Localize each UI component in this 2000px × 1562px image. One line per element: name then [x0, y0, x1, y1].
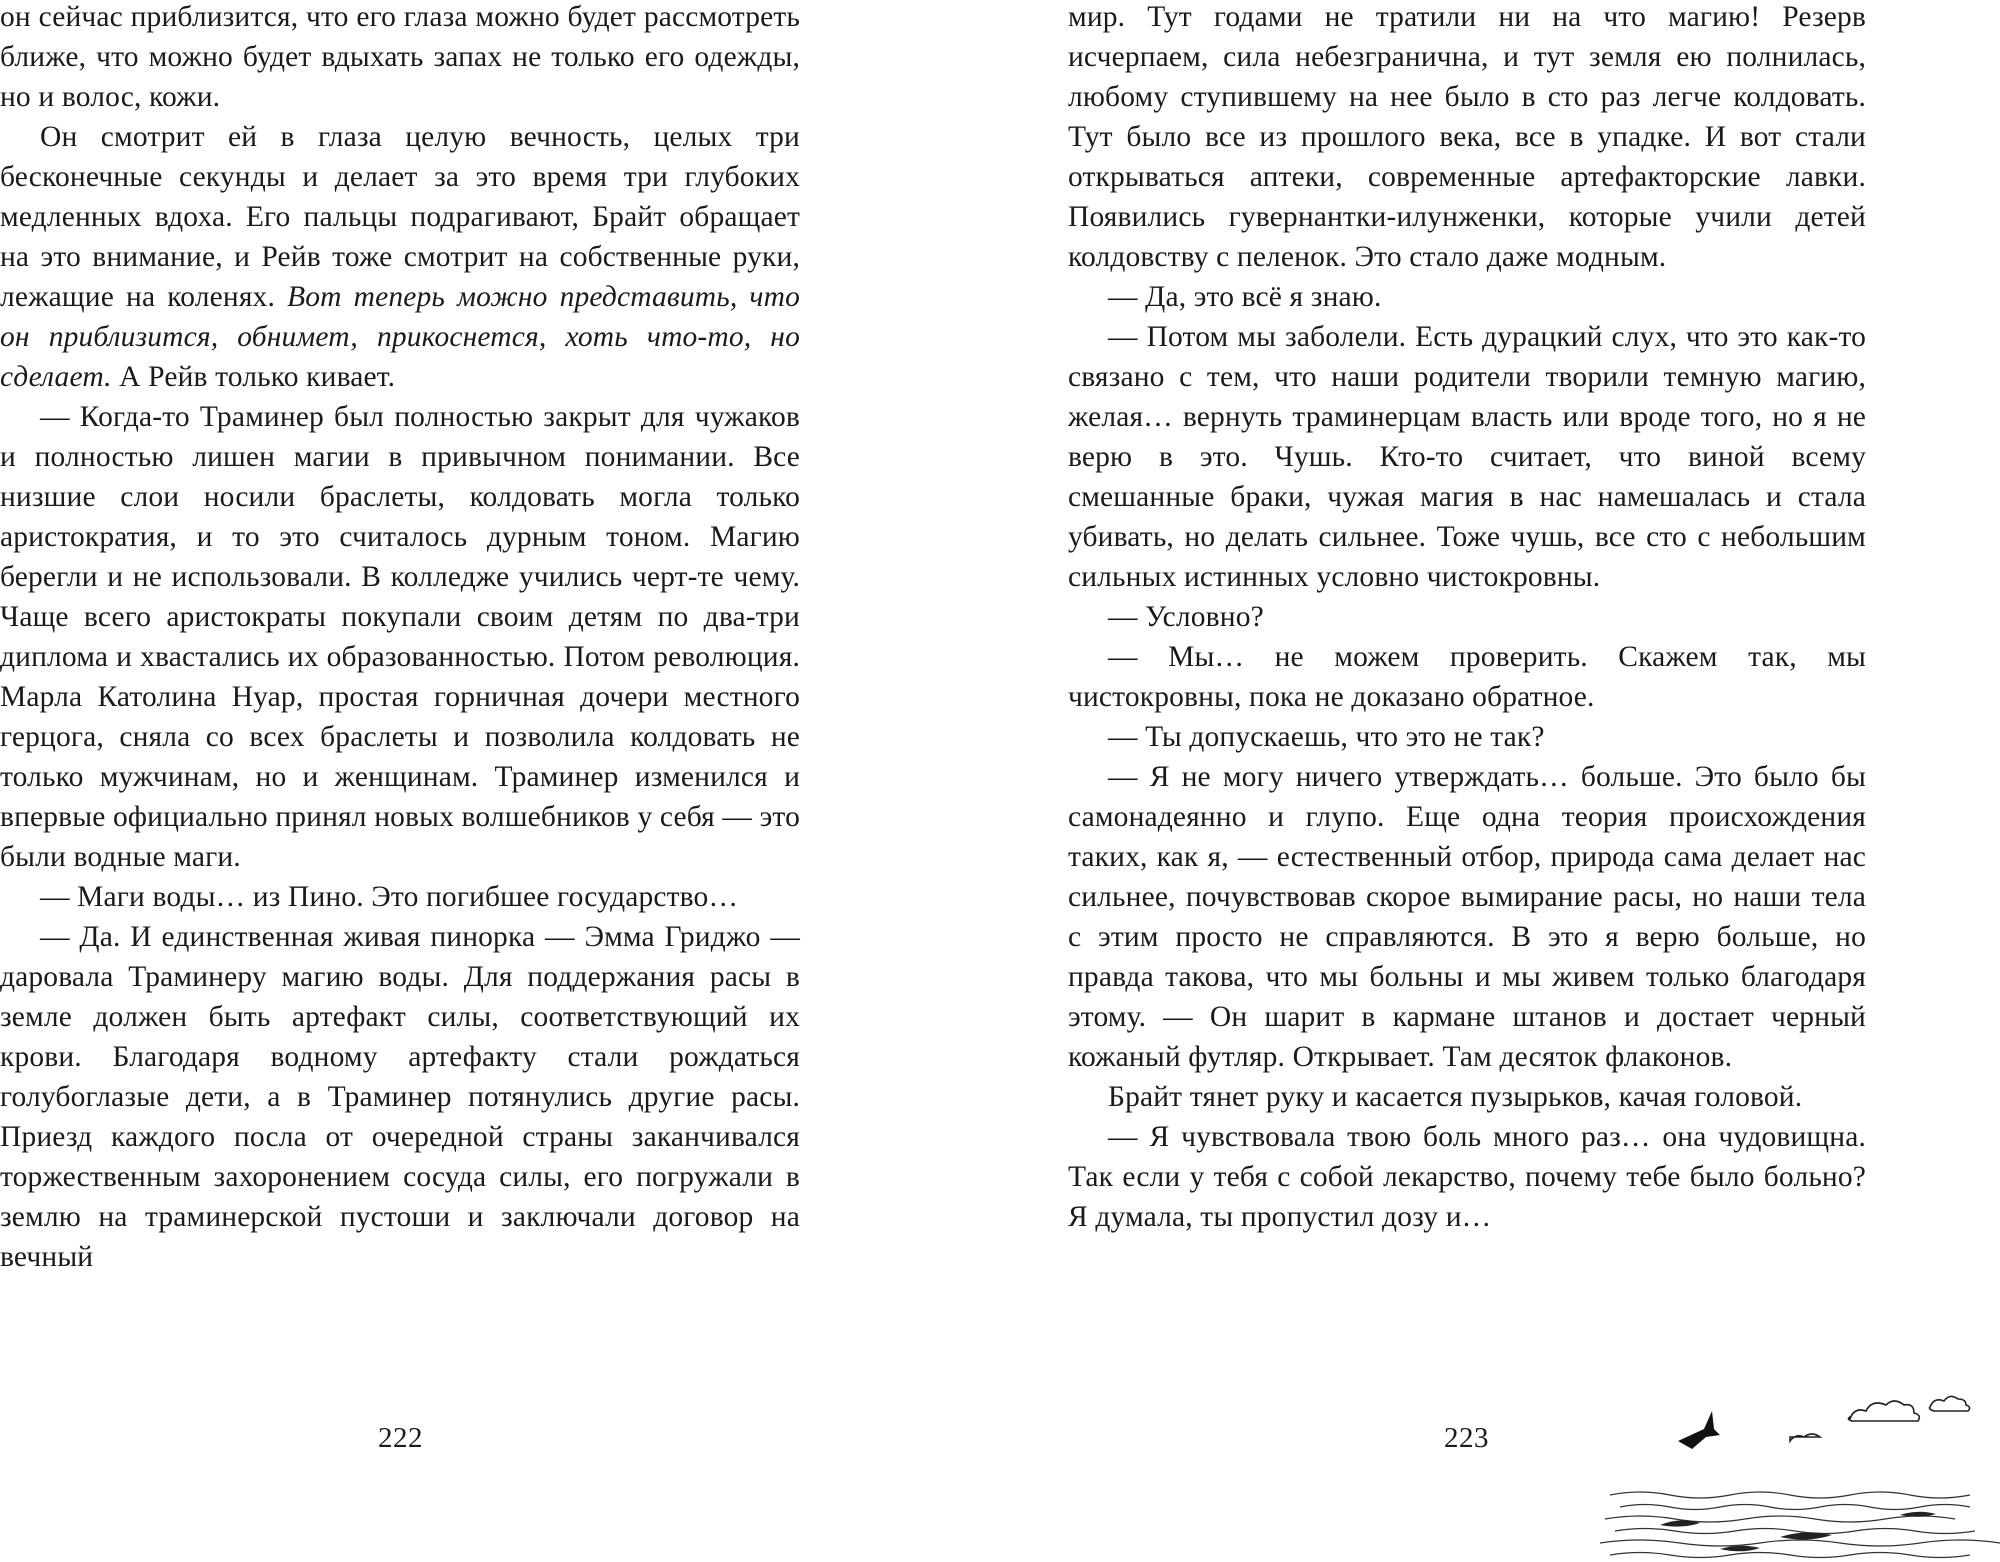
paragraph: — Я не могу ничего утверждать… больше. Это было бы самонадеянно и глупо. Еще одна теория происхождения таких, как я, — естественный отбор, природа сама делает нас сильнее, почувствовав скорое вымирание расы, но наши тела с этим просто не справляются. В это я верю больше, но правда такова, что мы больны и мы живем только благодаря этому. — Он шарит в кармане штанов и достает черный кожаный футляр. Открывает. Там десяток флаконов.	[1068, 761, 1866, 1073]
paragraph: — Да. И единственная живая пинорка — Эмма Гриджо — даровала Траминеру магию воды. Для поддержания расы в земле должен быть артефакт силы, соответствующий их крови. Благодаря водному артефакту стали рождаться голубоглазые дети, а в Траминер потянулись другие расы. Приезд каждого посла от очередной страны заканчивался торжественным захоронением сосуда силы, его погружали в землю на траминерской пустоши и заключали договор на вечный	[0, 921, 800, 1273]
paragraph: Брайт тянет руку и касается пузырьков, качая головой.	[1108, 1081, 1803, 1113]
paragraph: — Когда-то Траминер был полностью закрыт для чужаков и полностью лишен магии в привычном понимании. Все низшие слои носили браслеты, колдовать могла только аристократия, и то это считалось дурным тоном. Магию берегли и не использовали. В колледже учились черт-те чему. Чаще всего аристократы покупали своим детям по два-три диплома и хвастались их образованностью. Потом революция. Марла Католина Нуар, простая горничная дочери местного герцога, сняла со всех браслеты и позволила колдовать не только мужчинам, но и женщинам. Траминер изменился и впервые официально принял новых волшебников у себя — это были водные маги.	[0, 401, 800, 873]
right-page-text	[1068, 0, 1866, 1237]
left-page	[0, 0, 800, 1562]
paragraph: — Маги воды… из Пино. Это погибшее государство…	[40, 881, 739, 913]
page-number: 222	[378, 1422, 423, 1454]
paragraph: — Мы… не можем проверить. Скажем так, мы чистокровны, пока не доказано обратное.	[1068, 641, 1866, 713]
cloud-icon	[1790, 1396, 1970, 1441]
paragraph-text: А Рейв только кивает.	[111, 361, 396, 393]
paragraph: — Потом мы заболели. Есть дурацкий слух, что это как-то связано с тем, что наши родители творили темную магию, желая… вернуть траминерцам власть или вроде того, но я не верю в это. Чушь. Кто-то считает, что виной всему смешанные браки, чужая магия в нас намешалась и стала убивать, но делать сильнее. Тоже чушь, все сто с небольшим сильных истинных условно чистокровны.	[1068, 321, 1866, 593]
italic-thought: Вот теперь можно представить, что он приблизится, обнимет, прикоснется, хоть что-то, но сделает.	[0, 281, 801, 393]
paragraph: — Да, это всё я знаю.	[1108, 281, 1382, 313]
paragraph: — Я чувствовала твою боль много раз… она чудовищна. Так если у тебя с собой лекарство, почему тебе было больно? Я думала, ты пропустил дозу и…	[1068, 1121, 1866, 1233]
sea-waves	[1600, 1492, 2000, 1558]
paragraph-text: Он смотрит ей в глаза целую вечность, целых три бесконечные секунды и делает за это время три глубоких медленных вдоха. Его пальцы подрагивают, Брайт обращает на это внимание, и Рейв тоже смотрит на собственные руки, лежащие на коленях.	[0, 121, 800, 313]
paragraph	[0, 117, 800, 397]
left-page-text	[0, 0, 800, 1277]
right-page	[1068, 0, 1866, 1562]
paragraph: он сейчас приблизится, что его глаза можно будет рассмотреть ближе, что можно будет вдыхать запах не только его одежды, но и волос, кожи.	[0, 1, 800, 113]
page-number: 223	[1444, 1422, 1489, 1454]
paragraph: мир. Тут годами не тратили ни на что магию! Резерв исчерпаем, сила небезгранична, и тут земля ею полнилась, любому ступившему на нее было в сто раз легче колдовать. Тут было все из прошлого века, все в упадке. И вот стали открываться аптеки, современные артефакторские лавки. Появились гувернантки-илунженки, которые учили детей колдовству с пеленок. Это стало даже модным.	[1068, 1, 1866, 273]
bird-icon	[1678, 1411, 1720, 1449]
paragraph: — Условно?	[1108, 601, 1264, 633]
bird-over-sea-illustration-icon	[1600, 1385, 2000, 1562]
paragraph: — Ты допускаешь, что это не так?	[1108, 721, 1545, 753]
